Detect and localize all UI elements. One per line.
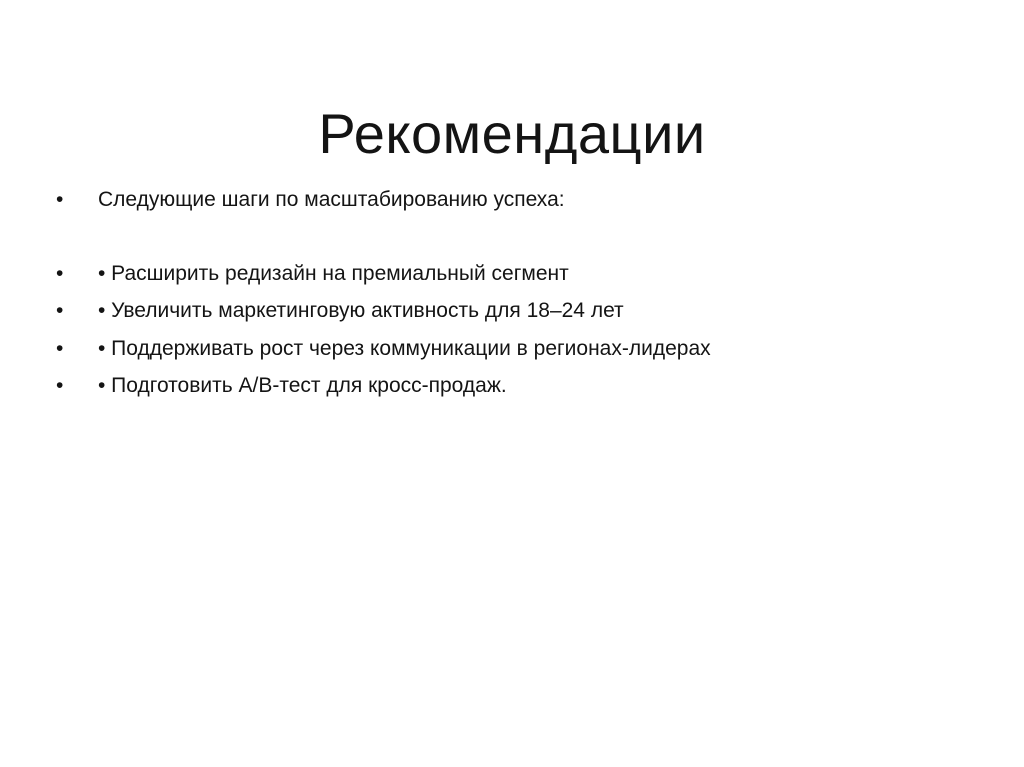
- bullet-text: Следующие шаги по масштабированию успеха:: [98, 188, 565, 211]
- bullet-text: • Поддерживать рост через коммуникации в регионах-лидерах: [98, 337, 711, 360]
- bullet-dot-icon: •: [56, 374, 64, 397]
- bullet-dot-icon: •: [56, 262, 64, 285]
- bullet-text: • Подготовить A/B-тест для кросс-продаж.: [98, 374, 507, 397]
- list-item: [56, 182, 976, 218]
- list-item: [56, 293, 976, 329]
- bullet-dot-icon: •: [56, 188, 64, 211]
- bullet-text: • Расширить редизайн на премиальный сегмент: [98, 262, 569, 285]
- slide-title: Рекомендации: [318, 101, 706, 165]
- list-item: [56, 331, 976, 367]
- bullet-text: • Увеличить маркетинговую активность для 18–24 лет: [98, 299, 624, 322]
- list-item: [56, 256, 976, 292]
- list-item: [56, 368, 976, 404]
- bullet-dot-icon: •: [56, 337, 64, 360]
- bullet-dot-icon: •: [56, 299, 64, 322]
